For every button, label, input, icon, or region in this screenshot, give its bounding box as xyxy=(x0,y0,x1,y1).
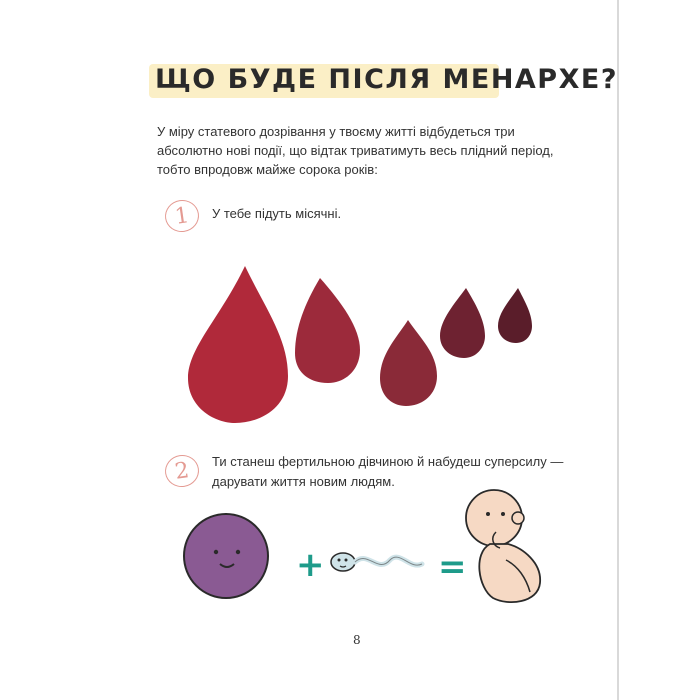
blood-drops-illustration xyxy=(180,258,540,428)
plus-sign xyxy=(296,545,325,585)
step-2-text-line2: дарувати життя новим людям. xyxy=(212,474,395,489)
page-title: ЩО БУДЕ ПІСЛЯ МЕНАРХЕ? xyxy=(155,64,619,95)
baby-figure xyxy=(466,490,540,602)
page-number: 8 xyxy=(353,633,361,647)
page-edge xyxy=(617,0,619,700)
title-block xyxy=(155,58,618,95)
blood-drop-1 xyxy=(188,266,288,423)
blood-drop-4 xyxy=(440,288,485,358)
blood-drop-3 xyxy=(380,320,437,406)
step-2-number: 2 xyxy=(163,453,201,489)
sperm-cell xyxy=(331,553,422,571)
svg-text:=: = xyxy=(438,547,467,587)
blood-drop-5 xyxy=(498,288,532,343)
equals-sign xyxy=(438,547,467,587)
blood-drop-2 xyxy=(295,278,360,383)
egg-cell xyxy=(184,514,268,598)
intro-paragraph: У міру статевого дозрівання у твоєму житті відбудеться три абсолютно нові події, що відтак триватимуть весь плідний період, тобто впродовж майже сорока років: xyxy=(157,124,554,177)
step-1-number: 1 xyxy=(163,198,201,234)
step-1-text: У тебе підуть місячні. xyxy=(212,206,342,221)
step-2-text-line1: Ти станеш фертильною дівчиною й набудеш суперсилу — xyxy=(212,454,564,469)
egg-sperm-baby-illustration xyxy=(178,488,558,608)
svg-text:+: + xyxy=(296,545,325,585)
